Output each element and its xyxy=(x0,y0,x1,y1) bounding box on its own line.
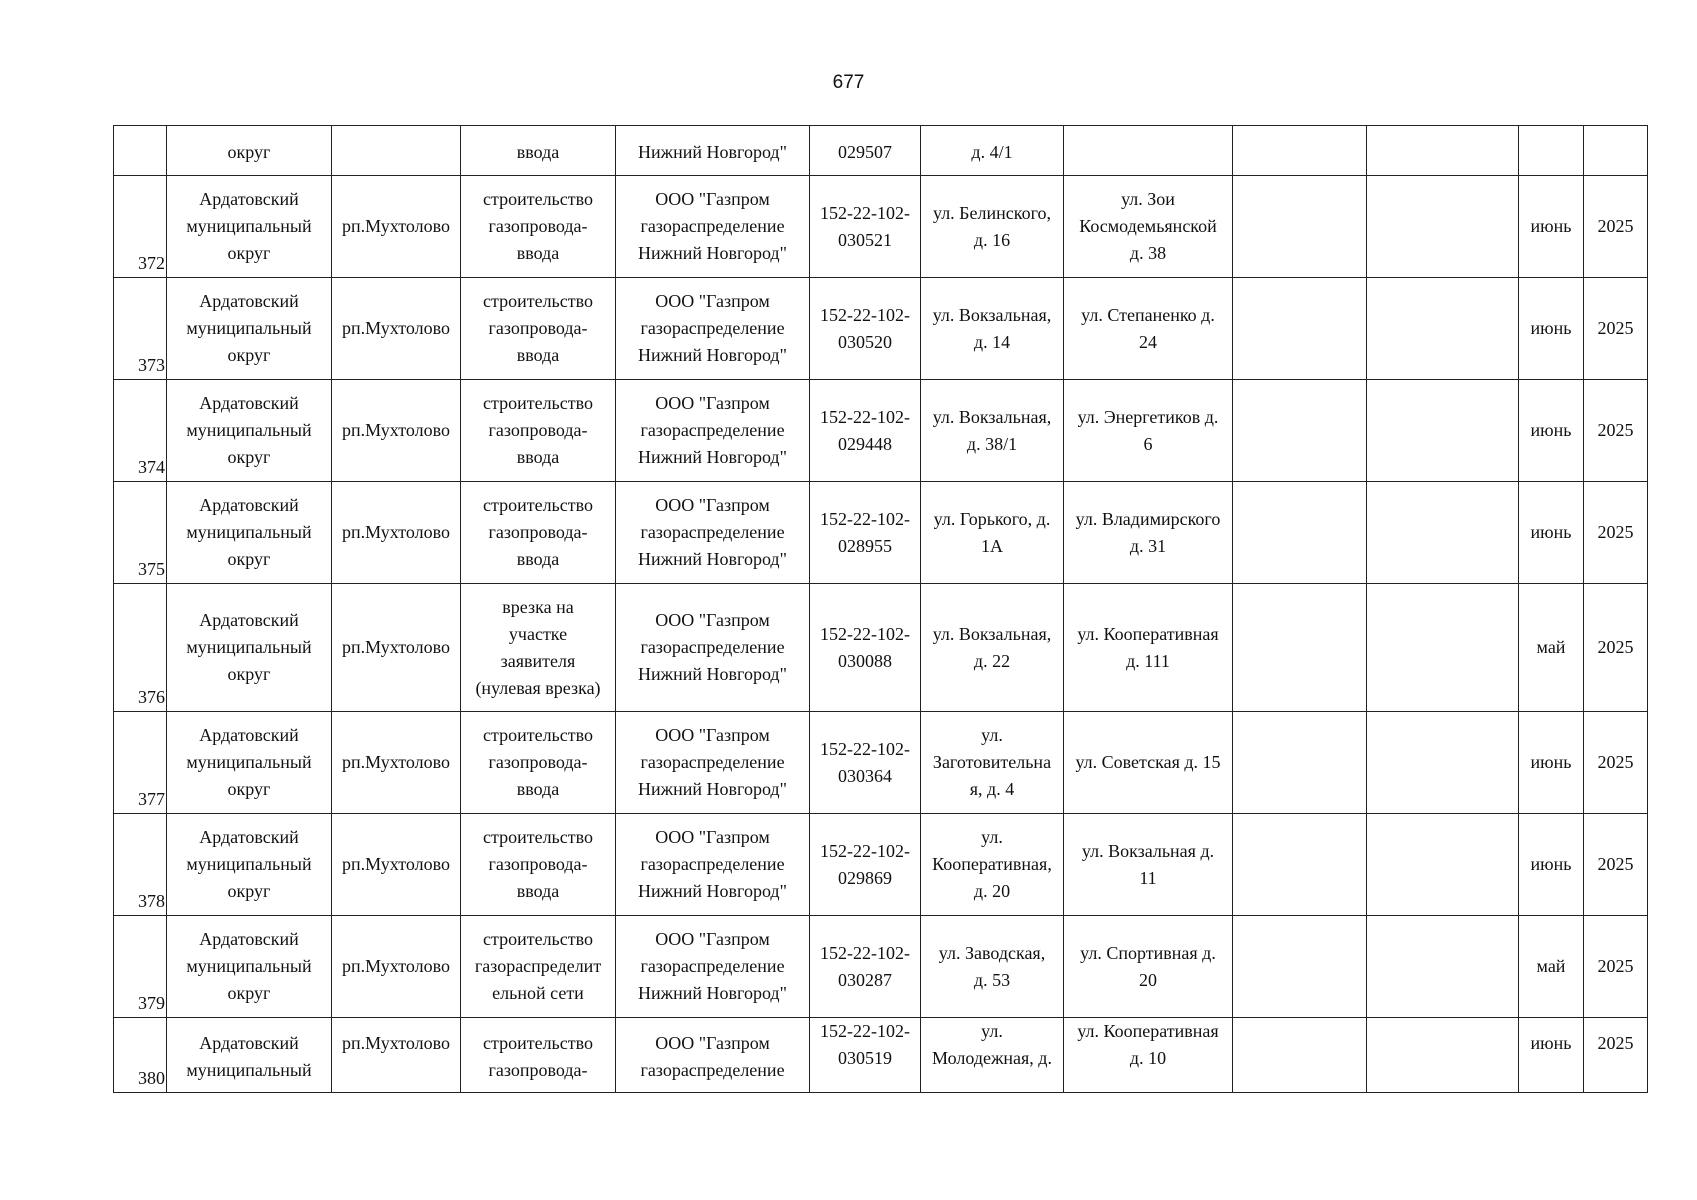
settlement-cell xyxy=(332,176,461,278)
cell-text: ввода xyxy=(516,142,560,162)
cell-text: ул. Советская д. 15 xyxy=(1075,752,1221,772)
cell-text: 377 xyxy=(138,789,165,809)
cell-text: 378 xyxy=(138,891,165,911)
district-cell xyxy=(167,814,332,916)
cell-text: 375 xyxy=(138,559,165,579)
cell-text: ООО "Газпром газораспределение xyxy=(640,1033,785,1080)
cell-text: рп.Мухтолово xyxy=(342,854,450,874)
cell-text: ул. Молодежная, д. xyxy=(932,1021,1052,1068)
settlement-cell xyxy=(332,814,461,916)
settlement-cell xyxy=(332,126,461,176)
district-cell xyxy=(167,126,332,176)
empty-cell xyxy=(1367,278,1519,380)
work-type-cell xyxy=(461,584,616,712)
cell-text: 379 xyxy=(138,993,165,1013)
cell-text: 2025 xyxy=(1597,216,1634,236)
cell-text: ул. Степаненко д. 24 xyxy=(1081,304,1215,352)
row-number-cell xyxy=(114,712,167,814)
address-cell xyxy=(921,712,1064,814)
organization-cell xyxy=(616,916,810,1018)
settlement-cell xyxy=(332,380,461,482)
cell-text: ул. Белинского, д. 16 xyxy=(932,202,1052,250)
application-code-cell xyxy=(810,176,921,278)
empty-cell xyxy=(1367,176,1519,278)
work-type-cell xyxy=(461,814,616,916)
cell-text: 029507 xyxy=(838,142,892,162)
cell-text: врезка на участке заявителя (нулевая врезка) xyxy=(475,596,601,698)
gasification-table xyxy=(113,125,1648,1093)
cell-text: Ардатовский муниципальный xyxy=(186,1033,312,1080)
district-cell xyxy=(167,584,332,712)
cell-text: строительство газопровода- ввода xyxy=(483,291,593,365)
cell-text: ул. Энергетиков д. 6 xyxy=(1077,406,1219,454)
year-cell xyxy=(1584,482,1648,584)
cell-text: июнь xyxy=(1530,854,1572,874)
cell-text: ул. Вокзальная, д. 22 xyxy=(932,623,1052,671)
empty-cell xyxy=(1233,1018,1367,1093)
application-code-cell xyxy=(810,126,921,176)
cell-text: ул. Вокзальная, д. 14 xyxy=(932,304,1052,352)
cell-text: ул. Заводская, д. 53 xyxy=(938,942,1046,990)
district-cell xyxy=(167,1018,332,1093)
cell-text: июнь xyxy=(1530,318,1572,338)
address-cell xyxy=(921,176,1064,278)
cell-text: май xyxy=(1536,956,1566,976)
year-cell xyxy=(1584,176,1648,278)
row-number-cell xyxy=(114,380,167,482)
cell-text: Ардатовский муниципальный округ xyxy=(186,393,312,467)
cell-text: ул. Зои Космодемьянской д. 38 xyxy=(1079,189,1217,263)
cell-text: рп.Мухтолово xyxy=(342,956,450,976)
cell-text: 152-22-102- 030287 xyxy=(820,942,910,990)
month-cell xyxy=(1519,584,1584,712)
year-cell xyxy=(1584,126,1648,176)
cell-text: рп.Мухтолово xyxy=(342,318,450,338)
row-number-cell xyxy=(114,1018,167,1093)
year-cell xyxy=(1584,916,1648,1018)
cell-text: 2025 xyxy=(1597,956,1634,976)
address-cell xyxy=(921,814,1064,916)
year-cell xyxy=(1584,380,1648,482)
connection-address-cell xyxy=(1064,126,1233,176)
cell-text: 2025 xyxy=(1597,420,1634,440)
cell-text: июнь xyxy=(1530,420,1572,440)
work-type-cell xyxy=(461,712,616,814)
cell-text: 152-22-102- 030519 xyxy=(820,1021,910,1068)
application-code-cell xyxy=(810,916,921,1018)
organization-cell xyxy=(616,712,810,814)
row-number-cell xyxy=(114,176,167,278)
cell-text: Ардатовский муниципальный округ xyxy=(186,291,312,365)
cell-text: 152-22-102- 030364 xyxy=(820,738,910,786)
month-cell xyxy=(1519,380,1584,482)
cell-text: Ардатовский муниципальный округ xyxy=(186,827,312,901)
work-type-cell xyxy=(461,1018,616,1093)
address-cell xyxy=(921,1018,1064,1093)
cell-text: 152-22-102- 030521 xyxy=(820,202,910,250)
year-cell xyxy=(1584,814,1648,916)
cell-text: рп.Мухтолово xyxy=(342,216,450,236)
row-number-cell xyxy=(114,584,167,712)
row-number-cell xyxy=(114,278,167,380)
cell-text: Ардатовский муниципальный округ xyxy=(186,929,312,1003)
application-code-cell xyxy=(810,584,921,712)
empty-cell xyxy=(1367,916,1519,1018)
cell-text: ул. Горького, д. 1А xyxy=(933,508,1051,556)
empty-cell xyxy=(1233,916,1367,1018)
month-cell xyxy=(1519,278,1584,380)
row-number-cell xyxy=(114,814,167,916)
cell-text: ООО "Газпром газораспределение Нижний Новгород" xyxy=(638,393,787,467)
work-type-cell xyxy=(461,126,616,176)
cell-text: строительство газопровода- ввода xyxy=(483,725,593,799)
month-cell xyxy=(1519,1018,1584,1093)
district-cell xyxy=(167,482,332,584)
district-cell xyxy=(167,712,332,814)
cell-text: 374 xyxy=(138,457,165,477)
connection-address-cell xyxy=(1064,916,1233,1018)
cell-text: 152-22-102- 028955 xyxy=(820,508,910,556)
district-cell xyxy=(167,176,332,278)
connection-address-cell xyxy=(1064,814,1233,916)
cell-text: ул. Вокзальная, д. 38/1 xyxy=(932,406,1052,454)
cell-text: 152-22-102- 029869 xyxy=(820,840,910,888)
connection-address-cell xyxy=(1064,380,1233,482)
row-number-cell xyxy=(114,482,167,584)
cell-text: ул. Спортивная д. 20 xyxy=(1080,942,1216,990)
empty-cell xyxy=(1233,126,1367,176)
empty-cell xyxy=(1367,380,1519,482)
address-cell xyxy=(921,126,1064,176)
empty-cell xyxy=(1367,126,1519,176)
cell-text: ул. Заготовительна я, д. 4 xyxy=(932,725,1052,799)
cell-text: ул. Кооперативная д. 111 xyxy=(1077,623,1219,671)
cell-text: ООО "Газпром газораспределение Нижний Новгород" xyxy=(638,827,787,901)
empty-cell xyxy=(1233,584,1367,712)
cell-text: строительство газопровода- ввода xyxy=(483,495,593,569)
table-body xyxy=(114,126,1648,1093)
cell-text: рп.Мухтолово xyxy=(342,522,450,542)
organization-cell xyxy=(616,176,810,278)
address-cell xyxy=(921,584,1064,712)
empty-cell xyxy=(1367,814,1519,916)
table-row xyxy=(114,380,1648,482)
connection-address-cell xyxy=(1064,278,1233,380)
table-row xyxy=(114,584,1648,712)
year-cell xyxy=(1584,584,1648,712)
cell-text: ООО "Газпром газораспределение Нижний Новгород" xyxy=(638,189,787,263)
cell-text: рп.Мухтолово xyxy=(342,752,450,772)
organization-cell xyxy=(616,814,810,916)
cell-text: май xyxy=(1536,637,1566,657)
work-type-cell xyxy=(461,380,616,482)
address-cell xyxy=(921,278,1064,380)
connection-address-cell xyxy=(1064,584,1233,712)
cell-text: ООО "Газпром газораспределение Нижний Новгород" xyxy=(638,725,787,799)
application-code-cell xyxy=(810,278,921,380)
address-cell xyxy=(921,916,1064,1018)
settlement-cell xyxy=(332,712,461,814)
cell-text: 152-22-102- 029448 xyxy=(820,406,910,454)
cell-text: 2025 xyxy=(1597,522,1634,542)
organization-cell xyxy=(616,380,810,482)
cell-text: ООО "Газпром газораспределение Нижний Новгород" xyxy=(638,610,787,684)
empty-cell xyxy=(1367,584,1519,712)
month-cell xyxy=(1519,176,1584,278)
cell-text: округ xyxy=(227,142,271,162)
settlement-cell xyxy=(332,1018,461,1093)
cell-text: строительство газопровода- ввода xyxy=(483,827,593,901)
cell-text: строительство газопровода- ввода xyxy=(483,189,593,263)
cell-text: 2025 xyxy=(1597,752,1634,772)
empty-cell xyxy=(1367,712,1519,814)
cell-text: 376 xyxy=(138,687,165,707)
table-row xyxy=(114,916,1648,1018)
cell-text: июнь xyxy=(1530,752,1572,772)
table-row xyxy=(114,176,1648,278)
organization-cell xyxy=(616,278,810,380)
empty-cell xyxy=(1367,1018,1519,1093)
cell-text: 152-22-102- 030520 xyxy=(820,304,910,352)
empty-cell xyxy=(1233,712,1367,814)
work-type-cell xyxy=(461,278,616,380)
cell-text: 380 xyxy=(138,1068,165,1088)
address-cell xyxy=(921,482,1064,584)
cell-text: Ардатовский муниципальный округ xyxy=(186,189,312,263)
organization-cell xyxy=(616,126,810,176)
cell-text: д. 4/1 xyxy=(971,142,1013,162)
table-row xyxy=(114,1018,1648,1093)
work-type-cell xyxy=(461,482,616,584)
cell-text: Ардатовский муниципальный округ xyxy=(186,610,312,684)
settlement-cell xyxy=(332,482,461,584)
table-row xyxy=(114,712,1648,814)
cell-text: ООО "Газпром газораспределение Нижний Новгород" xyxy=(638,291,787,365)
cell-text: ООО "Газпром газораспределение Нижний Новгород" xyxy=(638,929,787,1003)
cell-text: рп.Мухтолово xyxy=(342,1033,450,1053)
district-cell xyxy=(167,916,332,1018)
cell-text: июнь xyxy=(1530,216,1572,236)
district-cell xyxy=(167,380,332,482)
empty-cell xyxy=(1233,176,1367,278)
application-code-cell xyxy=(810,1018,921,1093)
settlement-cell xyxy=(332,278,461,380)
page-number: 677 xyxy=(832,72,865,93)
application-code-cell xyxy=(810,814,921,916)
empty-cell xyxy=(1233,814,1367,916)
cell-text: Ардатовский муниципальный округ xyxy=(186,725,312,799)
year-cell xyxy=(1584,712,1648,814)
cell-text: Нижний Новгород" xyxy=(638,142,787,162)
cell-text: строительство газораспределит ельной сети xyxy=(474,929,602,1003)
organization-cell xyxy=(616,482,810,584)
cell-text: июнь xyxy=(1530,522,1572,542)
cell-text: 372 xyxy=(138,253,165,273)
district-cell xyxy=(167,278,332,380)
row-number-cell xyxy=(114,916,167,1018)
cell-text: Ардатовский муниципальный округ xyxy=(186,495,312,569)
table-row xyxy=(114,278,1648,380)
cell-text: 2025 xyxy=(1597,318,1634,338)
empty-cell xyxy=(1233,380,1367,482)
work-type-cell xyxy=(461,916,616,1018)
cell-text: ООО "Газпром газораспределение Нижний Новгород" xyxy=(638,495,787,569)
work-type-cell xyxy=(461,176,616,278)
cell-text: 2025 xyxy=(1597,1033,1634,1053)
year-cell xyxy=(1584,1018,1648,1093)
month-cell xyxy=(1519,126,1584,176)
cell-text: рп.Мухтолово xyxy=(342,637,450,657)
connection-address-cell xyxy=(1064,712,1233,814)
cell-text: рп.Мухтолово xyxy=(342,420,450,440)
application-code-cell xyxy=(810,380,921,482)
cell-text: ул. Владимирского д. 31 xyxy=(1075,508,1221,556)
month-cell xyxy=(1519,814,1584,916)
cell-text: ул. Кооперативная, д. 20 xyxy=(932,827,1052,901)
cell-text: ул. Кооперативная д. 10 xyxy=(1077,1021,1219,1068)
table-row xyxy=(114,482,1648,584)
month-cell xyxy=(1519,712,1584,814)
connection-address-cell xyxy=(1064,482,1233,584)
application-code-cell xyxy=(810,712,921,814)
year-cell xyxy=(1584,278,1648,380)
empty-cell xyxy=(1233,482,1367,584)
connection-address-cell xyxy=(1064,176,1233,278)
connection-address-cell xyxy=(1064,1018,1233,1093)
cell-text: строительство газопровода- ввода xyxy=(483,393,593,467)
cell-text: ул. Вокзальная д. 11 xyxy=(1081,840,1215,888)
application-code-cell xyxy=(810,482,921,584)
cell-text: 373 xyxy=(138,355,165,375)
address-cell xyxy=(921,380,1064,482)
row-number-cell xyxy=(114,126,167,176)
table-row xyxy=(114,126,1648,176)
month-cell xyxy=(1519,482,1584,584)
month-cell xyxy=(1519,916,1584,1018)
organization-cell xyxy=(616,1018,810,1093)
cell-text: строительство газопровода- xyxy=(483,1033,593,1080)
organization-cell xyxy=(616,584,810,712)
cell-text: 152-22-102- 030088 xyxy=(820,623,910,671)
empty-cell xyxy=(1233,278,1367,380)
cell-text: июнь xyxy=(1530,1033,1572,1053)
table-row xyxy=(114,814,1648,916)
settlement-cell xyxy=(332,916,461,1018)
empty-cell xyxy=(1367,482,1519,584)
cell-text: 2025 xyxy=(1597,637,1634,657)
cell-text: 2025 xyxy=(1597,854,1634,874)
settlement-cell xyxy=(332,584,461,712)
